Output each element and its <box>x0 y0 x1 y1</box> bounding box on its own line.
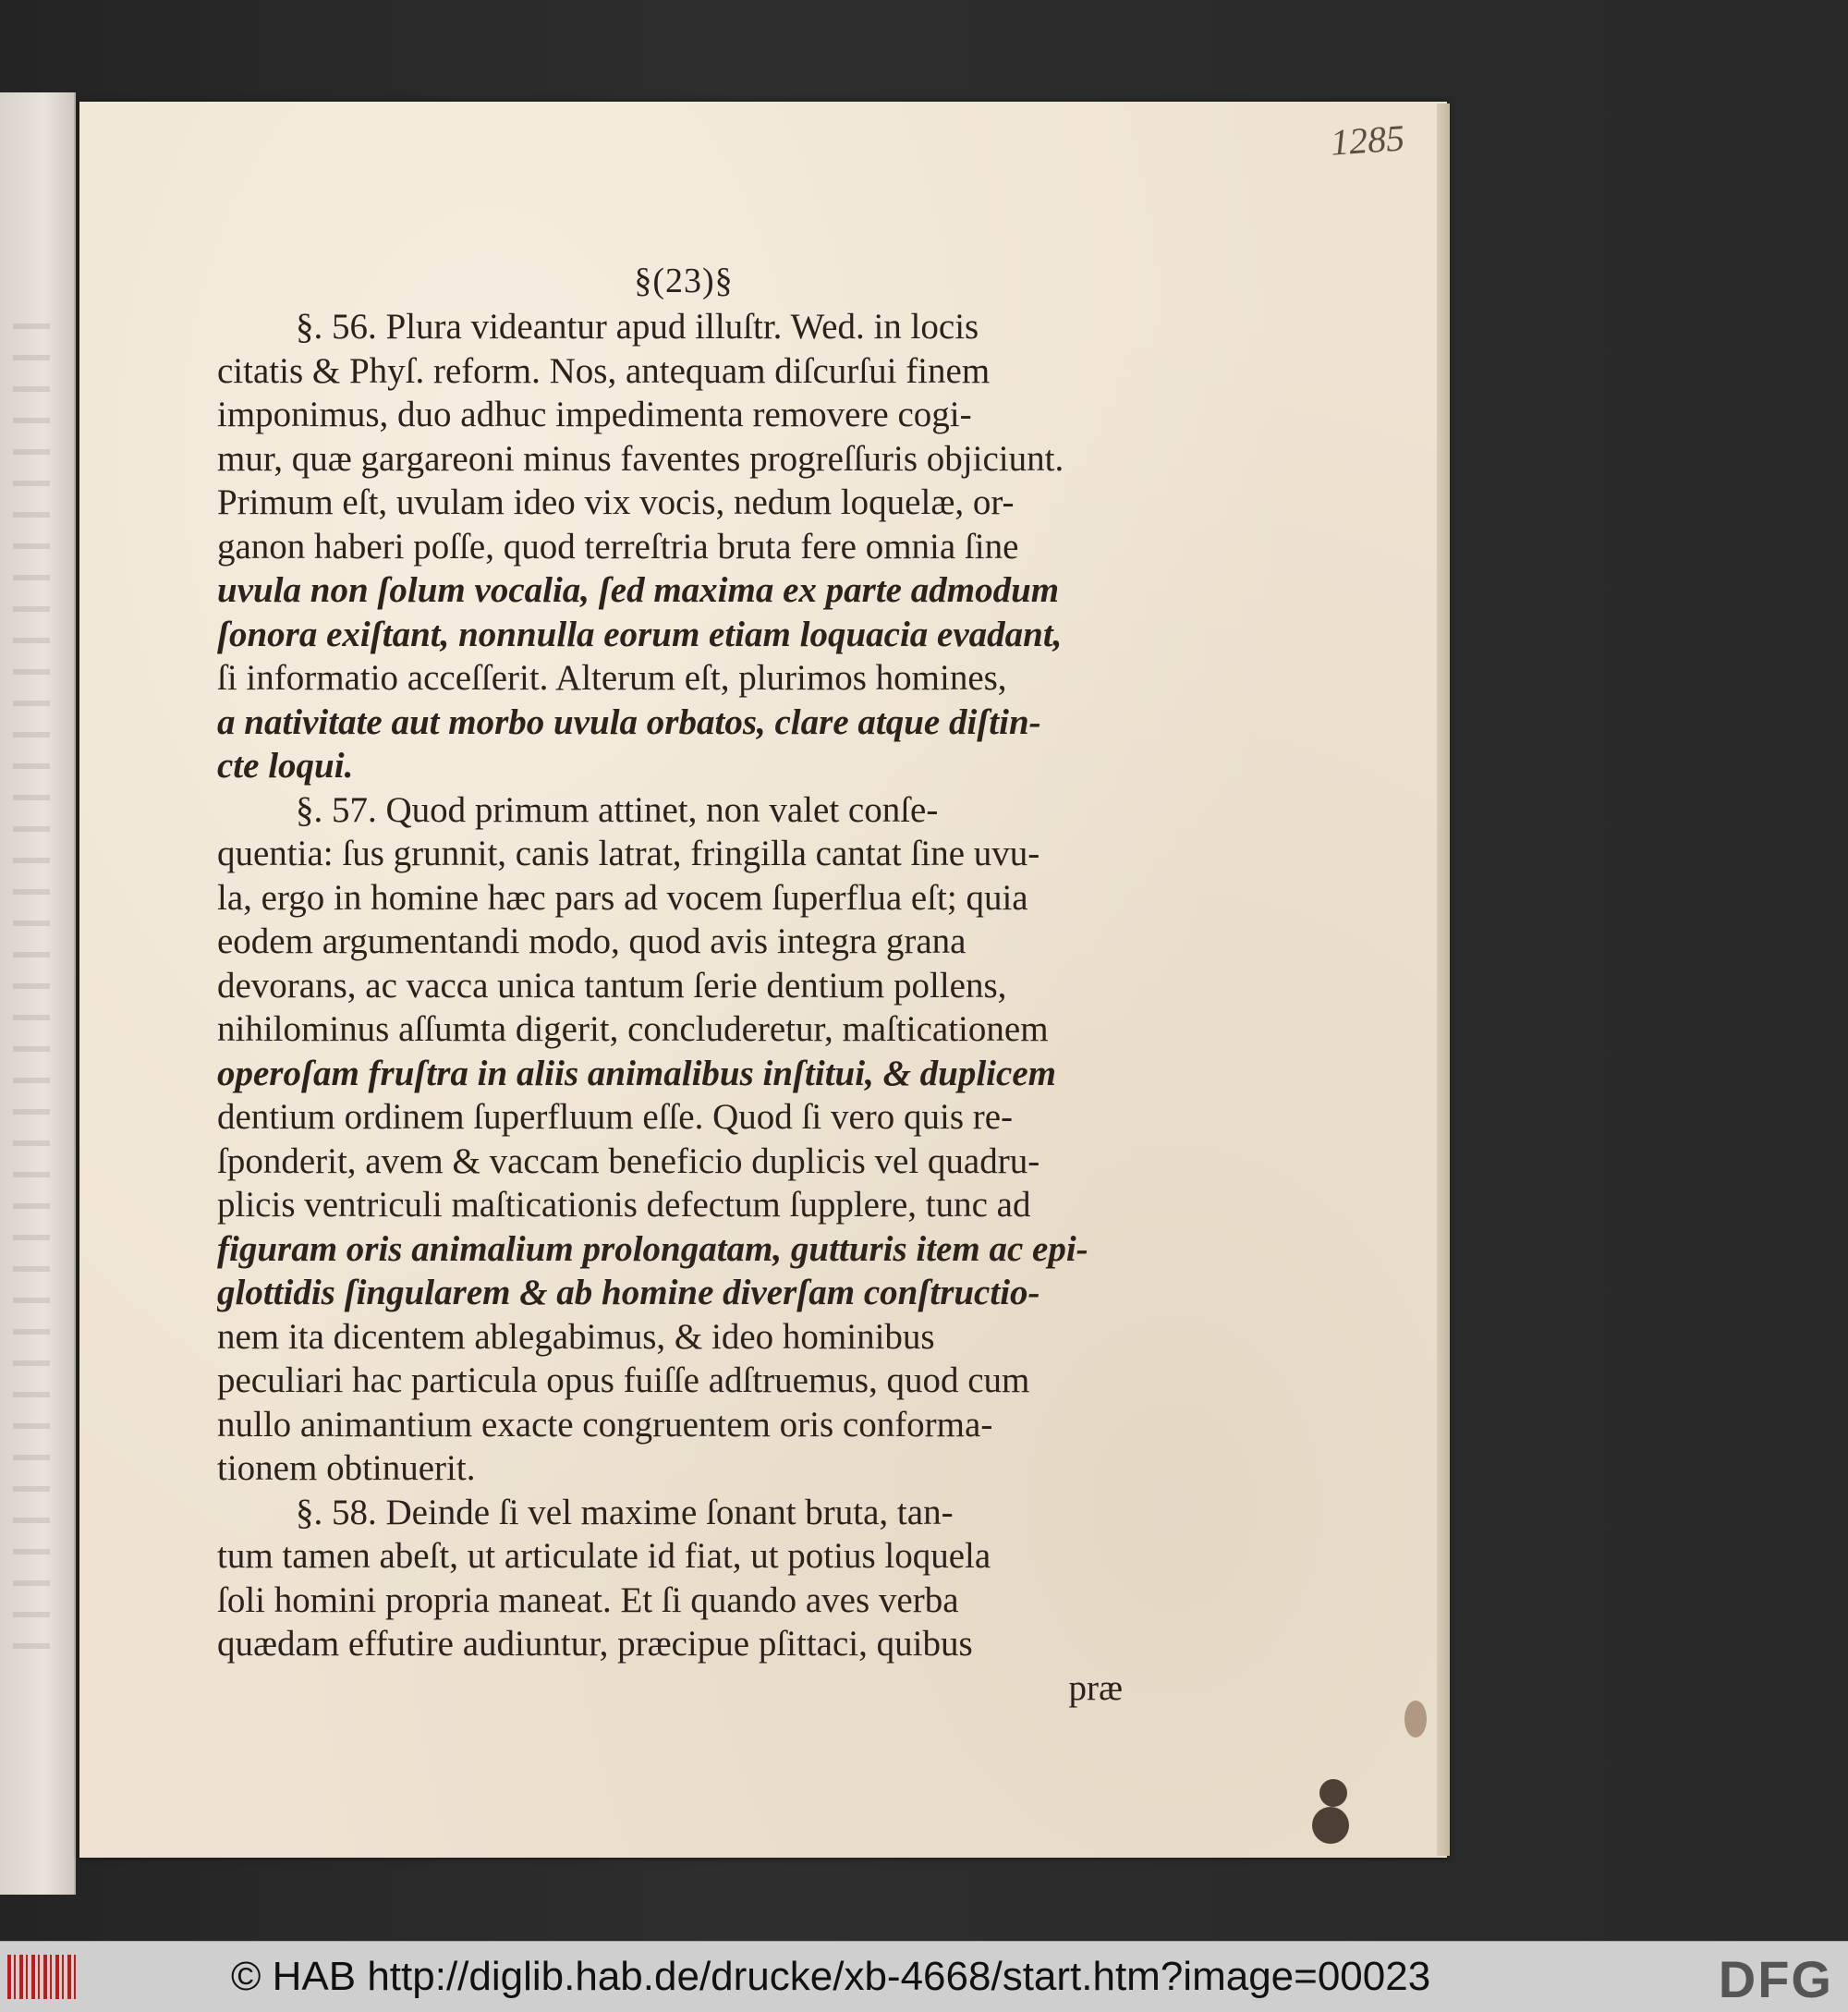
text-line: præ <box>1068 1667 1123 1708</box>
text-line: §. 57. Quod primum attinet, non valet conſe- <box>296 789 939 830</box>
barcode-icon <box>7 1955 79 1999</box>
text-line: ganon haberi poſſe, quod terreſtria bruta fere omnia ſine <box>217 526 1019 567</box>
text-line: ſponderit, avem & vaccam beneficio duplicis vel quadru- <box>217 1140 1040 1181</box>
text-line: nem ita dicentem ablegabimus, & ideo hominibus <box>217 1316 935 1357</box>
text-line: §. 56. Plura videantur apud illuſtr. Wed. in locis <box>296 307 979 347</box>
text-line: peculiari hac particula opus fuiſſe adſtruemus, quod cum <box>217 1360 1030 1400</box>
text-line: dentium ordinem ſuperfluum eſſe. Quod ſi vero quis re- <box>217 1097 1014 1137</box>
text-line: cte loqui. <box>217 746 354 786</box>
ink-stain <box>1404 1701 1427 1738</box>
text-line: mur, quæ gargareoni minus faventes progreſſuris objiciunt. <box>217 438 1064 479</box>
facing-page-text-shadow <box>13 323 50 1664</box>
text-line: eodem argumentandi modo, quod avis integra grana <box>217 921 967 961</box>
folio-number: 1285 <box>1329 116 1406 164</box>
copyright-text[interactable]: © HAB http://diglib.hab.de/drucke/xb-4668/start.htm?image=00023 <box>231 1954 1431 1999</box>
text-line: nihilominus aſſumta digerit, concluderetur, maſticationem <box>217 1009 1049 1049</box>
ink-stain <box>1312 1807 1349 1844</box>
text-line: a nativitate aut morbo uvula orbatos, clare atque diſtin- <box>217 701 1041 742</box>
text-line: nullo animantium exacte congruentem oris conforma- <box>217 1404 993 1445</box>
text-line: uvula non ſolum vocalia, ſed maxima ex parte admodum <box>217 570 1060 610</box>
text-line: glottidis ſingularem & ab homine diverſam conſtructio- <box>217 1273 1040 1312</box>
dfg-logo: DFG <box>1718 1950 1833 2008</box>
text-line: ſi informatio acceſſerit. Alterum eſt, plurimos homines, <box>217 658 1007 698</box>
text-line: quædam effutire audiuntur, præcipue pſittaci, quibus <box>217 1624 973 1664</box>
facing-page-edge <box>0 92 76 1895</box>
page-edge <box>1437 104 1450 1856</box>
viewer-footer <box>0 1941 1848 2012</box>
running-head: §(23)§ <box>634 262 734 300</box>
text-line: figuram oris animalium prolongatam, gutturis item ac epi- <box>217 1228 1088 1269</box>
text-line: quentia: ſus grunnit, canis latrat, fringilla cantat ſine uvu- <box>217 834 1040 873</box>
text-line: tionem obtinuerit. <box>217 1448 476 1488</box>
text-line: devorans, ac vacca unica tantum ſerie dentium pollens, <box>217 965 1007 1006</box>
text-line: la, ergo in homine hæc pars ad vocem ſuperflua eſt; quia <box>217 877 1028 918</box>
text-line: Primum eſt, uvulam ideo vix vocis, nedum loquelæ, or- <box>217 482 1015 522</box>
text-line: citatis & Phyſ. reform. Nos, antequam diſcurſui finem <box>217 350 991 391</box>
body-text <box>217 305 1141 1710</box>
text-line: §. 58. Deinde ſi vel maxime ſonant bruta, tan- <box>296 1492 954 1532</box>
text-line: ſonora exiſtant, nonnulla eorum etiam loquacia evadant, <box>217 614 1063 654</box>
text-line: plicis ventriculi maſticationis defectum ſupplere, tunc ad <box>217 1185 1031 1225</box>
text-line: imponimus, duo adhuc impedimenta removere cogi- <box>217 395 972 434</box>
text-line: operoſam fruſtra in aliis animalibus inſtitui, & duplicem <box>217 1053 1056 1093</box>
text-line: ſoli homini propria maneat. Et ſi quando aves verba <box>217 1579 959 1620</box>
ink-stain <box>1319 1779 1347 1807</box>
text-line: tum tamen abeſt, ut articulate id fiat, ut potius loquela <box>217 1536 991 1576</box>
